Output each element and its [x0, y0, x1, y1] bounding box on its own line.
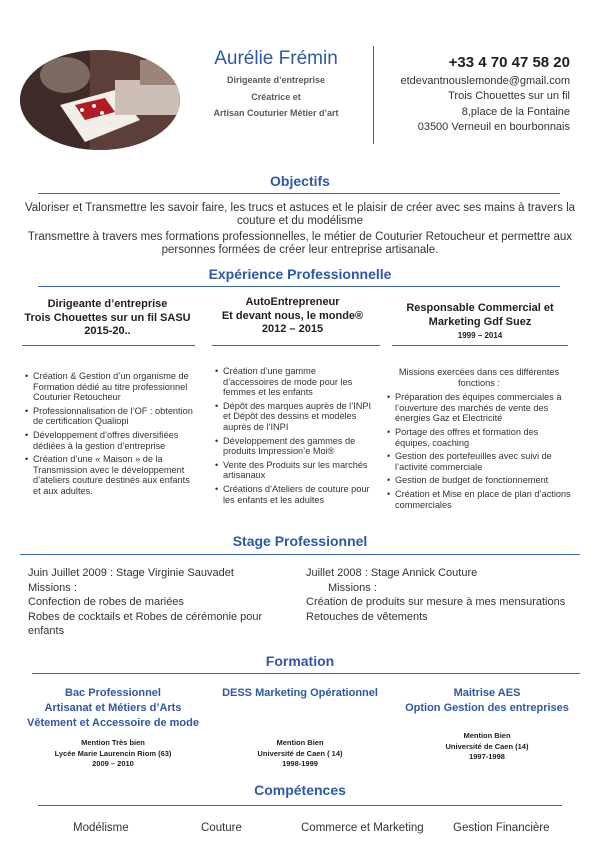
section-rule [20, 554, 580, 555]
missions-intro: Missions exercées dans ces différentes fonctions : [398, 367, 560, 388]
stage-line: Création de produits sur mesure à mes mensurations [306, 596, 566, 608]
column-rule [392, 345, 568, 346]
column-rule [22, 345, 195, 346]
experience-column-3 [386, 367, 572, 513]
formation-detail: 1998-1999 [282, 759, 318, 768]
formation-detail: Mention Bien [463, 731, 511, 740]
formation-detail: Université de Caen ( 14) [257, 748, 343, 758]
list-item: • Développement d’offres diversifiées dédiées à la gestion d’entreprise [33, 430, 196, 451]
stage-left [28, 566, 278, 639]
experience-heading-line: Dirigeante d’entreprise [47, 298, 168, 310]
section-rule [38, 805, 562, 806]
stage-line: Juin Juillet 2009 : Stage Virginie Sauvadet [28, 567, 234, 579]
job-title-line: Créatrice et [251, 92, 301, 102]
job-title-line: Dirigeante d’entreprise [226, 75, 326, 85]
list-item: • Gestion des portefeuilles avec suivi de l’activité commerciale [395, 451, 572, 472]
list-item: • Création & Gestion d’un organisme de Formation dédié au titre professionnel Couturier Retoucheur [33, 371, 196, 403]
formation-column-3 [394, 686, 580, 763]
header-divider [373, 46, 374, 144]
experience-heading-line: 2015-20.. [84, 325, 131, 337]
stage-line: Missions : [28, 581, 77, 594]
list-item: • Dépôt des marques auprès de l’INPI et Dépôt des dessins et modèles auprès de l’INPI [223, 401, 374, 433]
address-line: Trois Chouettes sur un fil [448, 90, 570, 102]
stage-right [306, 566, 586, 624]
list-item: • Professionnalisation de l’OF : obtention de certification Qualiopi [33, 406, 196, 427]
experience-heading-line: Trois Chouettes sur un fil SASU [24, 311, 191, 324]
list-item: • Création d’une gamme d’accessoires de mode pour les femmes et les enfants [223, 366, 374, 398]
formation-heading-line: DESS Marketing Opérationnel [222, 687, 378, 699]
section-rule [32, 673, 580, 674]
formation-detail: 2009 – 2010 [92, 759, 134, 768]
experience-heading [390, 302, 570, 343]
stage-line: Confection de robes de mariées [28, 596, 184, 608]
stage-line: Robes de cocktails et Robes de cérémonie pour enfants [28, 610, 263, 637]
experience-column-2 [214, 366, 374, 508]
formation-heading-line: Maitrise AES [453, 687, 521, 699]
skill-item: Commerce et Marketing [301, 822, 424, 834]
formation-detail: Mention Très bien [81, 738, 145, 747]
skill-item: Gestion Financière [453, 822, 550, 834]
formation-detail: Mention Bien [276, 738, 324, 747]
section-rule [38, 286, 560, 287]
stage-line: Missions : [328, 581, 377, 594]
formation-detail: Lycée Marie Laurencin Riom (63) [54, 748, 172, 758]
formation-heading-line: Option Gestion des entreprises [405, 702, 569, 714]
column-rule [212, 345, 380, 346]
section-title-formation: Formation [265, 653, 335, 669]
list-item: • Gestion de budget de fonctionnement [395, 475, 572, 486]
address-line: 8,place de la Fontaine [461, 106, 570, 118]
address-line: 03500 Verneuil en bourbonnais [417, 121, 570, 133]
experience-heading-line: 2012 – 2015 [261, 323, 324, 335]
skill-item: Modélisme [73, 822, 129, 834]
objectif-paragraph: Valoriser et Transmettre les savoir faire, les trucs et astuces et le plaisir de créer avec ses mains à travers la couture et du modélisme [24, 202, 576, 227]
section-title-objectifs: Objectifs [270, 173, 330, 189]
list-item: • Portage des offres et formation des équipes, coaching [395, 427, 572, 448]
email-address: etdevantnouslemonde@gmail.com [400, 75, 570, 87]
formation-detail: Université de Caen (14) [445, 741, 529, 751]
experience-heading-line: Marketing Gdf Suez [428, 315, 532, 328]
experience-heading-line: Et devant nous, le monde® [221, 309, 364, 322]
experience-heading-line: AutoEntrepreneur [245, 296, 340, 308]
experience-heading [20, 298, 195, 339]
list-item: • Développement des gammes de produits Impression’e Moi® [223, 436, 374, 457]
section-title-stage: Stage Professionnel [232, 533, 368, 549]
formation-column-2 [207, 686, 393, 770]
formation-detail: 1997-1998 [469, 752, 505, 761]
section-title-experience: Expérience Professionnelle [208, 266, 392, 282]
skill-item: Couture [201, 822, 242, 834]
section-title-competences: Compétences [254, 782, 346, 798]
list-item: • Création d’une « Maison » de la Transmission avec le développement d’ateliers couture destinés aux enfants et aux adultes. [33, 454, 196, 496]
person-name: Aurélie Frémin [214, 48, 338, 69]
formation-heading-line: Bac Professionnel [65, 687, 161, 699]
formation-heading-line: Vêtement et Accessoire de mode [27, 717, 199, 729]
stage-line: Juillet 2008 : Stage Annick Couture [306, 567, 478, 579]
profile-photo [20, 50, 180, 150]
list-item: • Création et Mise en place de plan d’actions commerciales [395, 489, 572, 510]
list-item: • Vente des Produits sur les marchés artisanaux [223, 460, 374, 481]
job-title-line: Artisan Couturier Métier d’art [213, 108, 339, 118]
objectif-paragraph: Transmettre à travers mes formations professionnelles, le métier de Couturier Retoucheur et permettre aux personnes formées de créer leur entreprise artisanale. [27, 231, 573, 256]
section-rule [38, 193, 560, 194]
formation-column-1 [20, 686, 206, 770]
experience-years: 1999 – 2014 [457, 331, 503, 340]
experience-heading-line: Responsable Commercial et [406, 302, 554, 314]
stage-line: Retouches de vêtements [306, 610, 428, 623]
formation-heading-line: Artisanat et Métiers d’Arts [44, 702, 182, 714]
experience-column-1 [24, 371, 196, 500]
list-item: • Préparation des équipes commerciales à l’ouverture des marchés de vente des énergies Gaz et Electricité [395, 392, 572, 424]
experience-heading [205, 296, 380, 337]
phone-number: +33 4 70 47 58 20 [448, 54, 570, 71]
list-item: • Créations d’Ateliers de couture pour les enfants et les adultes [223, 484, 374, 505]
